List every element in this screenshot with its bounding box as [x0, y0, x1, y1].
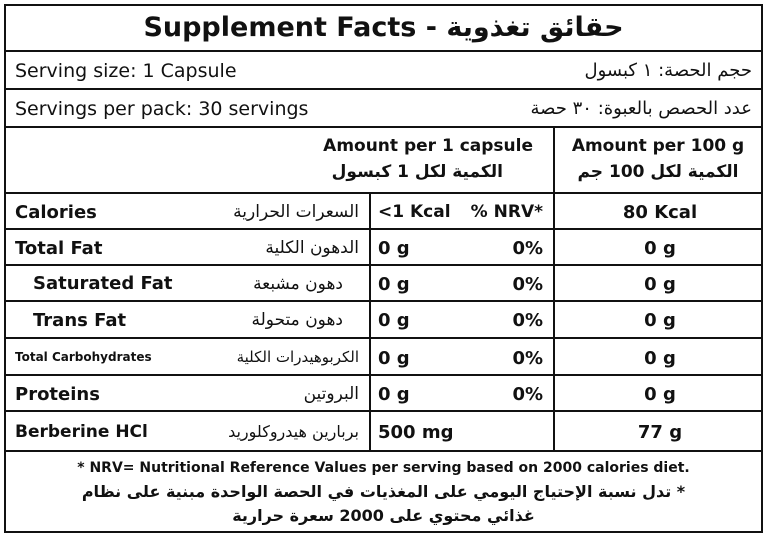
amount-per-100g: 80 Kcal: [622, 202, 698, 223]
amount-per-100g: 0 g: [644, 310, 676, 331]
footnote-ar-line1: * تدل نسبة الإحتياج اليومي على المغذيات في الحصة الواحدة مبنية على نظام: [81, 482, 686, 501]
supplement-facts-panel: [4, 4, 763, 533]
footnote-en: * NRV= Nutritional Reference Values per serving based on 2000 calories diet.: [77, 460, 690, 476]
per-100g-header-ar: الكمية لكل 100 جم: [577, 162, 739, 182]
nutrient-name-en: Trans Fat: [33, 310, 127, 331]
nutrient-name-en: Saturated Fat: [33, 273, 173, 294]
amount-per-capsule: 0 g: [378, 238, 410, 259]
nutrient-name-en: Proteins: [15, 384, 100, 405]
nutrient-row: [6, 230, 761, 266]
footnote-ar-line2: غذائي محتوي على 2000 سعرة حرارية: [232, 506, 535, 525]
column-divider: [369, 412, 371, 450]
nrv-percent: 0%: [512, 384, 543, 405]
nutrient-row: [6, 194, 761, 230]
servings-per-pack-row: [6, 90, 761, 128]
nutrient-name-ar: البروتين: [303, 384, 359, 404]
nutrient-name-ar: الكربوهيدرات الكلية: [236, 348, 359, 366]
nutrient-row: [6, 266, 761, 302]
nutrient-name-en: Total Fat: [15, 238, 103, 259]
title-row: [6, 6, 761, 52]
per-capsule-header-ar: الكمية لكل 1 كبسول: [331, 162, 503, 182]
amount-per-capsule: 0 g: [378, 348, 410, 369]
nrv-percent: % NRV*: [470, 202, 543, 222]
amount-per-capsule: 0 g: [378, 384, 410, 405]
nutrient-name-en: Calories: [15, 202, 97, 223]
nutrient-name-en: Berberine HCl: [15, 422, 148, 442]
nutrient-row: [6, 412, 761, 452]
column-divider: [369, 302, 371, 337]
amount-per-capsule: 0 g: [378, 274, 410, 295]
serving-size-en: Serving size: 1 Capsule: [15, 60, 237, 82]
nutrient-name-ar: دهون متحولة: [251, 310, 343, 330]
amount-per-capsule: 0 g: [378, 310, 410, 331]
servings-per-pack-ar: عدد الحصص بالعبوة: ٣٠ حصة: [530, 98, 752, 119]
per-100g-header-en: Amount per 100 g: [571, 136, 745, 156]
amount-per-capsule: <1 Kcal: [378, 202, 451, 222]
amount-per-100g: 77 g: [637, 422, 683, 443]
panel-title: Supplement Facts - حقائق تغذوية: [143, 12, 624, 43]
amount-per-100g: 0 g: [644, 384, 676, 405]
nrv-percent: 0%: [512, 238, 543, 259]
nrv-percent: 0%: [512, 274, 543, 295]
nutrient-name-ar: دهون مشبعة: [253, 274, 343, 294]
serving-size-ar: حجم الحصة: ١ كبسول: [584, 60, 752, 81]
column-divider: [369, 266, 371, 300]
serving-size-row: [6, 52, 761, 90]
nutrient-name-ar: السعرات الحرارية: [233, 202, 359, 222]
nutrient-row: [6, 339, 761, 376]
column-header-row: [6, 128, 761, 194]
footnote: [6, 452, 761, 533]
amount-per-100g: 0 g: [644, 348, 676, 369]
amount-per-100g: 0 g: [644, 238, 676, 259]
nutrient-name-ar: بربارين هيدروكلوريد: [228, 422, 359, 441]
per-capsule-header-en: Amount per 1 capsule: [323, 136, 533, 156]
nrv-percent: 0%: [512, 310, 543, 331]
column-divider: [369, 339, 371, 374]
column-divider: [369, 194, 371, 228]
servings-per-pack-en: Servings per pack: 30 servings: [15, 98, 309, 120]
column-divider: [369, 230, 371, 264]
nrv-percent: 0%: [512, 348, 543, 369]
nutrient-name-en: Total Carbohydrates: [15, 350, 152, 364]
amount-per-capsule: 500 mg: [378, 422, 454, 443]
nutrient-name-ar: الدهون الكلية: [265, 238, 359, 258]
column-divider: [369, 376, 371, 410]
nutrient-row: [6, 302, 761, 339]
amount-per-100g: 0 g: [644, 274, 676, 295]
nutrient-row: [6, 376, 761, 412]
